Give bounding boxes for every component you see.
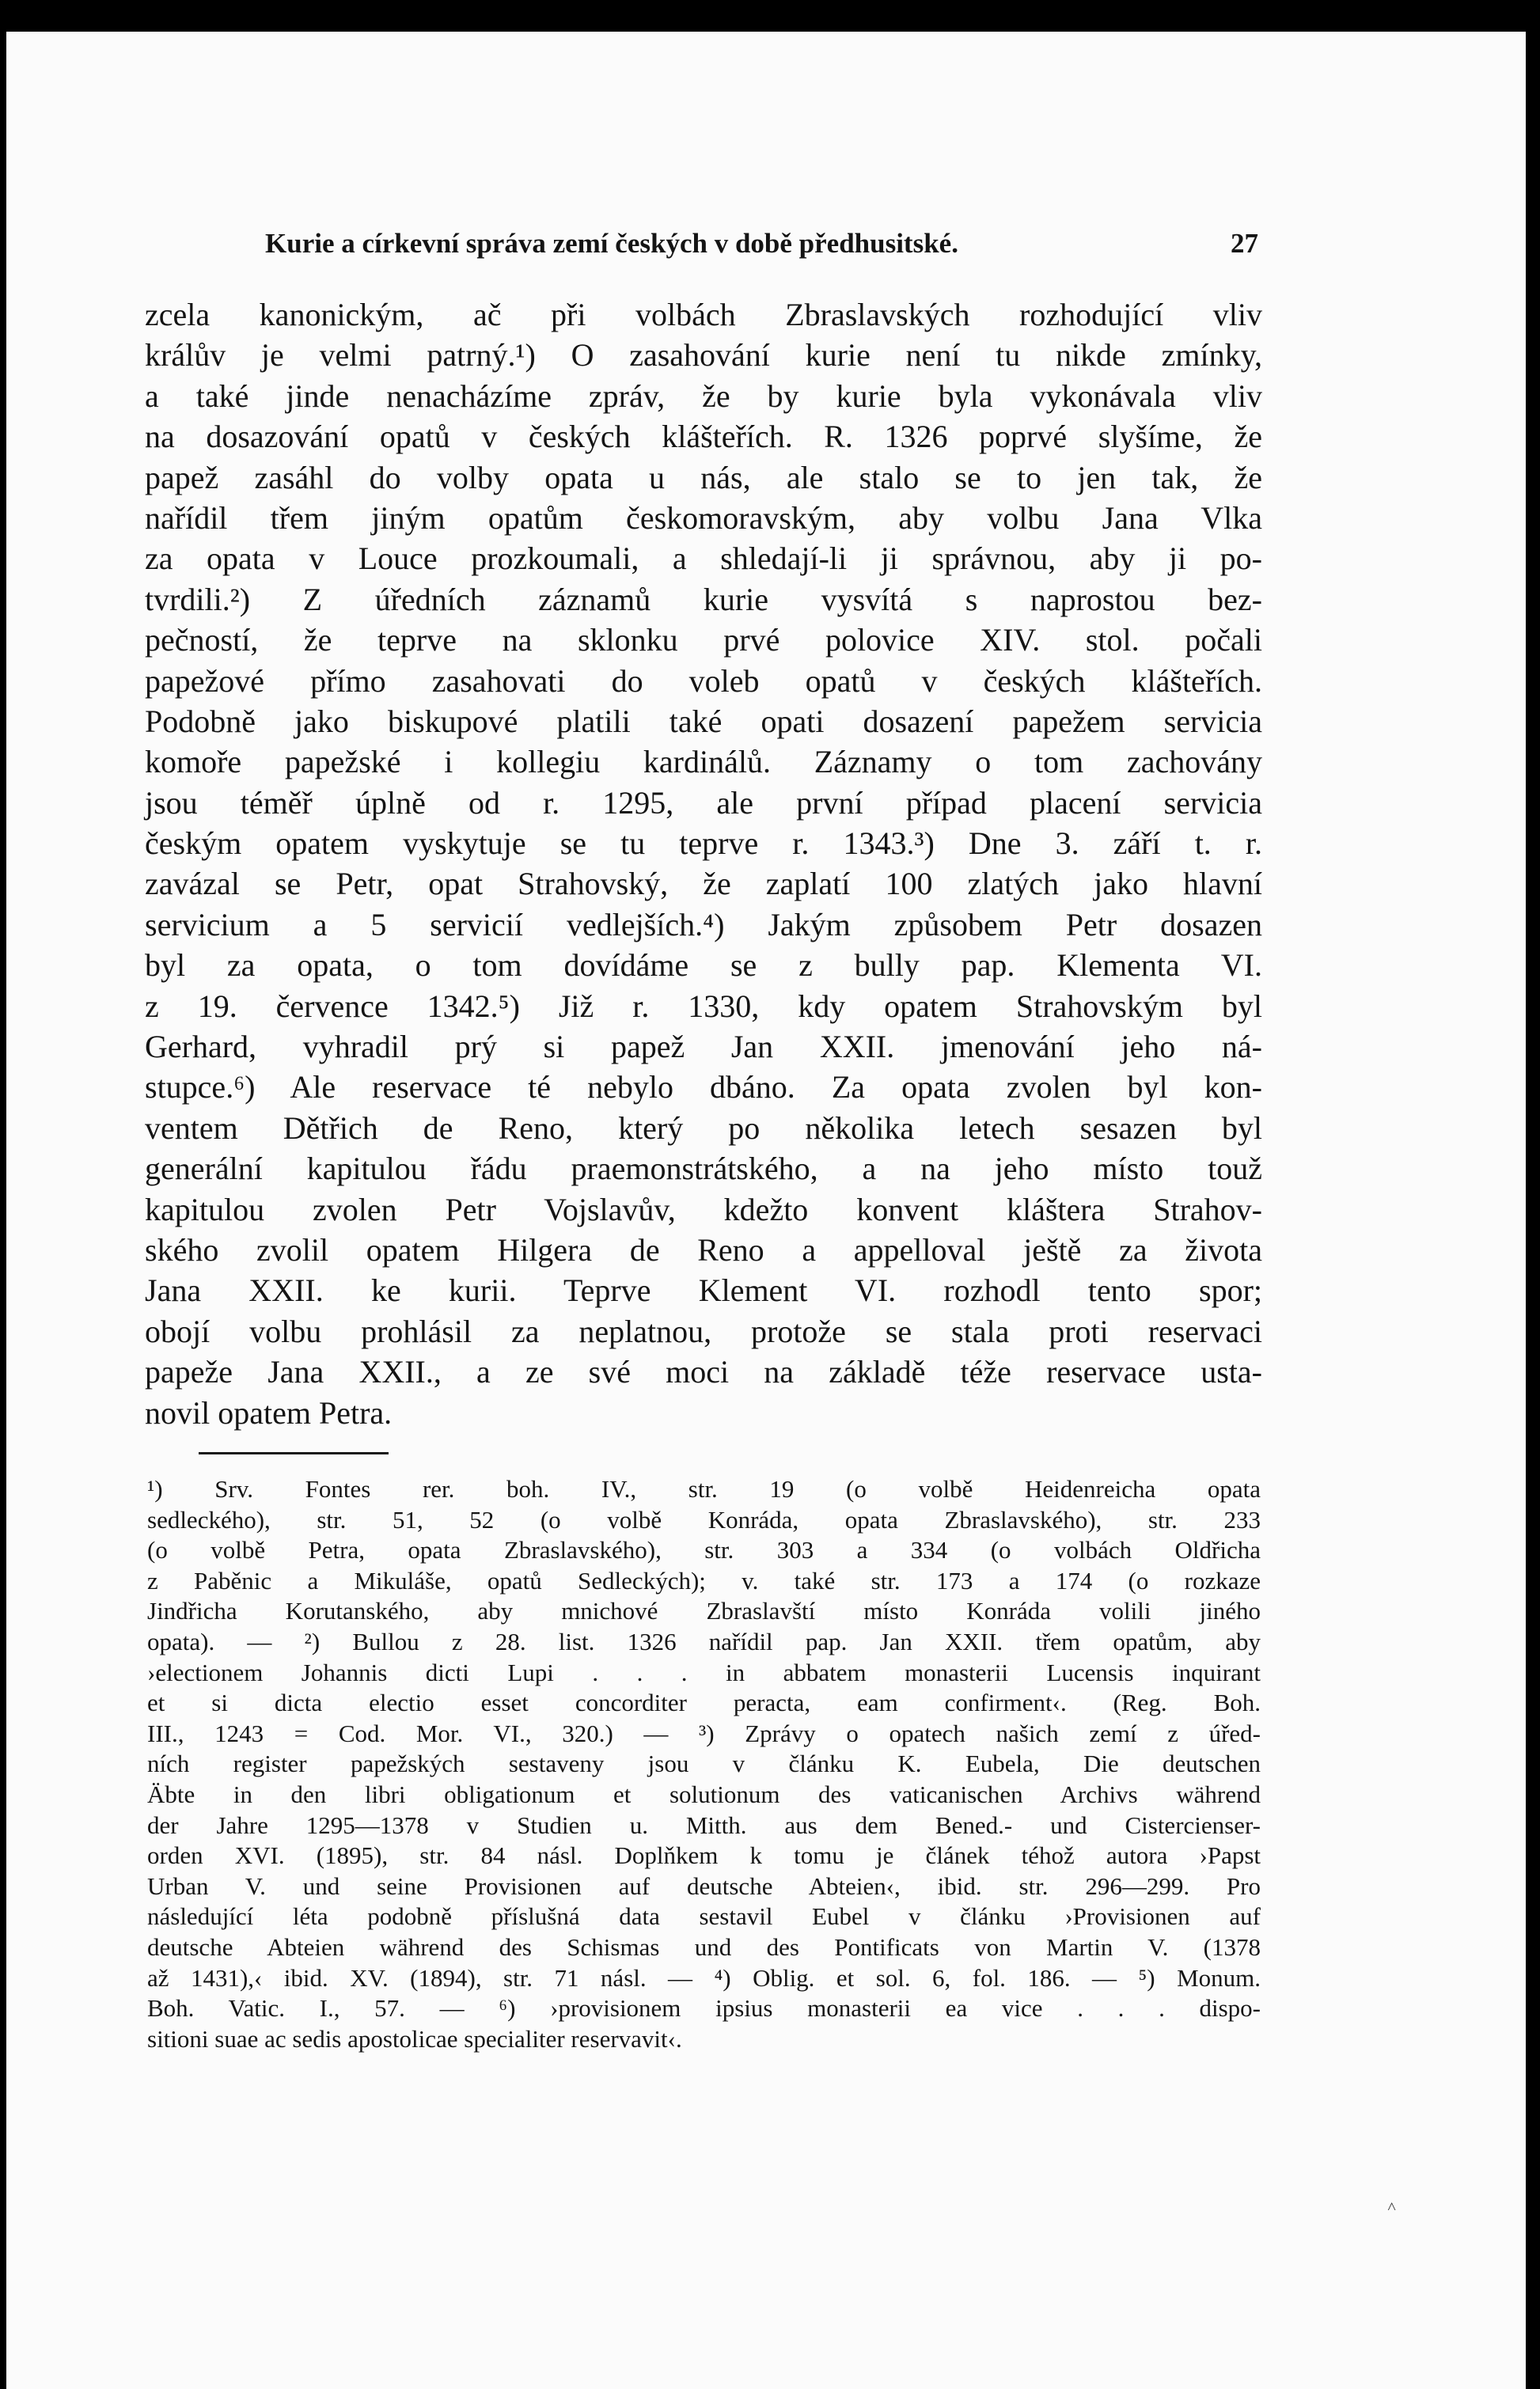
footnote-line: sitioni suae ac sedis apostolicae specialiter reservavit‹. bbox=[147, 2024, 682, 2053]
running-title: Kurie a církevní správa zemí českých v době předhusitské. bbox=[265, 228, 958, 259]
text-line: obojí volbu prohlásil za neplatnou, protože se stala proti reservaci bbox=[145, 1313, 1262, 1349]
text-line: z 19. července 1342.⁵) Již r. 1330, kdy opatem Strahovským byl bbox=[145, 988, 1262, 1024]
text-line: komoře papežské i kollegiu kardinálů. Záznamy o tom zachovány bbox=[145, 744, 1262, 780]
text-line: servicium a 5 servicií vedlejších.⁴) Jakým způsobem Petr dosazen bbox=[145, 906, 1262, 942]
footnote-line: z Paběnic a Mikuláše, opatů Sedleckých); v. také str. 173 a 174 (o rozkaze bbox=[147, 1566, 1261, 1595]
page-number: 27 bbox=[1231, 228, 1258, 259]
footnote-line: ›electionem Johannis dicti Lupi . . . in abbatem monasterii Lucensis inquirant bbox=[147, 1658, 1261, 1686]
text-line: jsou téměř úplně od r. 1295, ale první případ placení servicia bbox=[145, 784, 1262, 821]
footnote-line: až 1431),‹ ibid. XV. (1894), str. 71 násl. — ⁴) Oblig. et sol. 6, fol. 186. — ⁵) Monum. bbox=[147, 1963, 1261, 1992]
text-line: králův je velmi patrný.¹) O zasahování kurie není tu nikde zmínky, bbox=[145, 337, 1262, 374]
text-line: generální kapitulou řádu praemonstrátského, a na jeho místo touž bbox=[145, 1151, 1262, 1187]
footnote-line: orden XVI. (1895), str. 84 násl. Doplňkem k tomu je článek téhož autora ›Papst bbox=[147, 1841, 1261, 1870]
text-line: kapitulou zvolen Petr Vojslavův, kdežto konvent kláštera Strahov- bbox=[145, 1191, 1262, 1227]
text-line: byl za opata, o tom dovídáme se z bully pap. Klementa VI. bbox=[145, 947, 1262, 984]
text-line: českým opatem vyskytuje se tu teprve r. 1343.³) Dne 3. září t. r. bbox=[145, 825, 1262, 862]
footnote-line: sedleckého), str. 51, 52 (o volbě Konráda, opata Zbraslavského), str. 233 bbox=[147, 1505, 1261, 1534]
footnote-line: III., 1243 = Cod. Mor. VI., 320.) — ³) Zprávy o opatech našich zemí z úřed- bbox=[147, 1719, 1261, 1747]
footnote-line: Boh. Vatic. I., 57. — ⁶) ›provisionem ipsius monasterii ea vice . . . dispo- bbox=[147, 1994, 1261, 2023]
footnotes bbox=[147, 1474, 1261, 2054]
text-line: pečností, že teprve na sklonku prvé polovice XIV. stol. počali bbox=[145, 622, 1262, 658]
text-line: za opata v Louce prozkoumali, a shledají-li ji správnou, aby ji po- bbox=[145, 540, 1262, 577]
text-line: nařídil třem jiným opatům českomoravským, aby volbu Jana Vlka bbox=[145, 499, 1262, 536]
text-line: a také jinde nenacházíme zpráv, že by kurie byla vykonávala vliv bbox=[145, 377, 1262, 414]
text-line: zavázal se Petr, opat Strahovský, že zaplatí 100 zlatých jako hlavní bbox=[145, 866, 1262, 902]
footnote-line: ¹) Srv. Fontes rer. boh. IV., str. 19 (o volbě Heidenreicha opata bbox=[147, 1475, 1261, 1503]
footnote-line: ních register papežských sestaveny jsou v článku K. Eubela, Die deutschen bbox=[147, 1750, 1261, 1778]
text-line: Podobně jako biskupové platili také opati dosazení papežem servicia bbox=[145, 703, 1262, 739]
footnote-line: Urban V. und seine Provisionen auf deutsche Abteien‹, ibid. str. 296—299. Pro bbox=[147, 1871, 1261, 1900]
text-line: Jana XXII. ke kurii. Teprve Klement VI. rozhodl tento spor; bbox=[145, 1272, 1262, 1309]
text-line: novil opatem Petra. bbox=[145, 1394, 393, 1431]
footnote-line: et si dicta electio esset concorditer peracta, eam confirment‹. (Reg. Boh. bbox=[147, 1689, 1261, 1717]
footnote-line: deutsche Abteien während des Schismas und des Pontificats von Martin V. (1378 bbox=[147, 1932, 1261, 1961]
footnote-line: (o volbě Petra, opata Zbraslavského), str. 303 a 334 (o volbách Oldřicha bbox=[147, 1536, 1261, 1564]
text-line: stupce.⁶) Ale reservace té nebylo dbáno. Za opata zvolen byl kon- bbox=[145, 1069, 1262, 1105]
footnote-line: Jindřicha Korutanského, aby mnichové Zbraslavští místo Konráda volili jiného bbox=[147, 1597, 1261, 1625]
text-line: tvrdili.²) Z úředních záznamů kurie vysvítá s naprostou bez- bbox=[145, 581, 1262, 617]
text-line: papeže Jana XXII., a ze své moci na základě téže reservace usta- bbox=[145, 1354, 1262, 1390]
footnote-separator bbox=[199, 1452, 389, 1454]
text-line: ského zvolil opatem Hilgera de Reno a appelloval ještě za života bbox=[145, 1231, 1262, 1268]
text-line: ventem Dětřich de Reno, který po několika letech sesazen byl bbox=[145, 1109, 1262, 1146]
footnote-line: der Jahre 1295—1378 v Studien u. Mitth. aus dem Bened.- und Cistercienser- bbox=[147, 1811, 1261, 1839]
text-line: na dosazování opatů v českých klášteřích. R. 1326 poprvé slyšíme, že bbox=[145, 419, 1262, 455]
book-page bbox=[6, 32, 1526, 2389]
text-line: Gerhard, vyhradil prý si papež Jan XXII. jmenování jeho ná- bbox=[145, 1029, 1262, 1065]
text-line: zcela kanonickým, ač při volbách Zbraslavských rozhodující vliv bbox=[145, 297, 1262, 332]
footnote-line: následující léta podobně příslušná data sestavil Eubel v článku ›Provisionen auf bbox=[147, 1902, 1261, 1931]
text-line: papežové přímo zasahovati do voleb opatů v českých klášteřích. bbox=[145, 662, 1262, 699]
footnote-line: opata). — ²) Bullou z 28. list. 1326 nařídil pap. Jan XXII. třem opatům, aby bbox=[147, 1627, 1261, 1655]
footnote-line: Äbte in den libri obligationum et solutionum des vaticanischen Archivs während bbox=[147, 1780, 1261, 1808]
stray-mark-icon: ˄ bbox=[1387, 2198, 1397, 2216]
main-text bbox=[145, 294, 1262, 1433]
text-line: papež zasáhl do volby opata u nás, ale stalo se to jen tak, že bbox=[145, 459, 1262, 495]
